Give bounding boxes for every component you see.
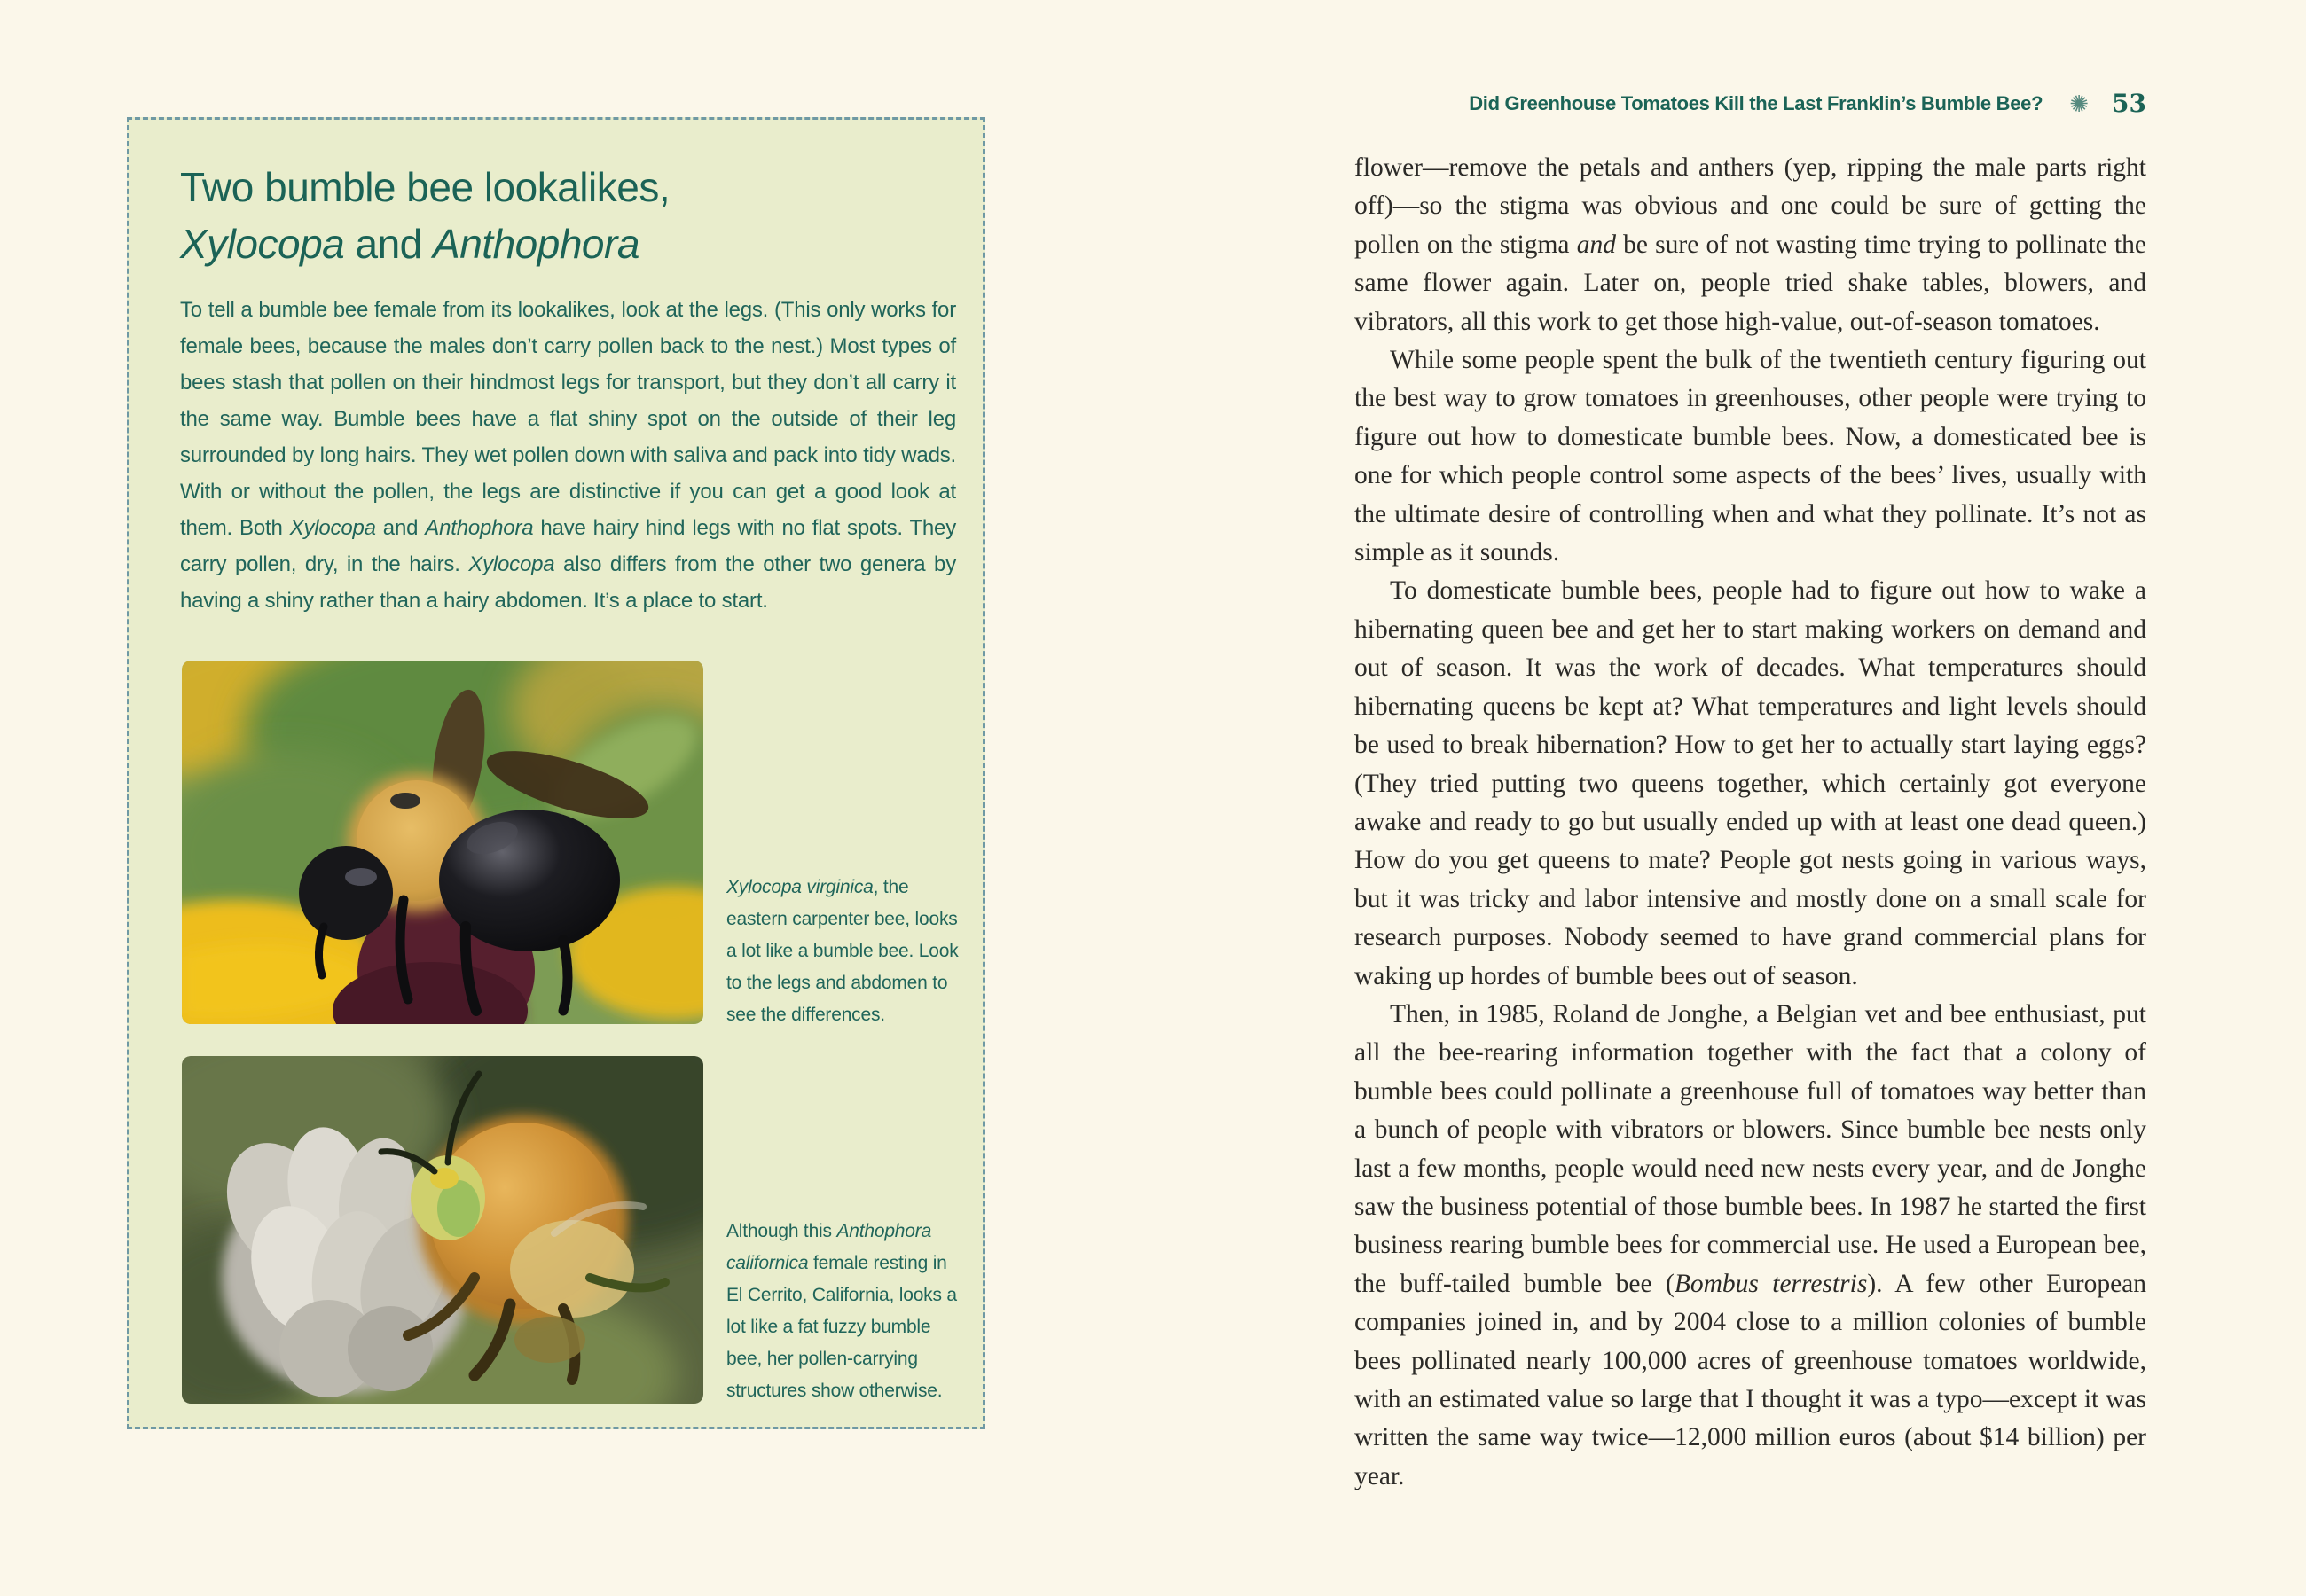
chapter-title: Did Greenhouse Tomatoes Kill the Last Franklin’s Bumble Bee? <box>1469 91 2043 114</box>
body-paragraph-3: To domesticate bumble bees, people had to figure out how to wake a hibernating queen bee and get her to start making workers on demand and out of season. It was the work of decades. What temperatures should hibernating queens be kept at? What temperatures and light levels should be used to break hibernation? How to get her to actually start laying eggs? (They tried putting two queens together, which certainly got everyone awake and ready to go but usually ended up with at least one dead queen.) How do you get queens to mate? People got nests going in various ways, but it was tricky and labor intensive and mostly done on a small scale for research purposes. Nobody seemed to have grand commercial plans for waking up hordes of bumble bees out of season. <box>1354 576 2146 990</box>
running-header <box>1354 89 2146 118</box>
body-paragraph-2: While some people spent the bulk of the twentieth century figuring out the best way to grow tomatoes in greenhouses, other people were trying to figure out how to domesticate bumble bees. Now, a domesticated bee is one for which people control some aspects of the bees’ lives, usually with the ultimate desire of controlling when and what they pollinate. It’s not as simple as it sounds. <box>1354 346 2146 567</box>
anthophora-photo <box>182 1056 703 1404</box>
xylocopa-photo-illustration <box>182 661 703 1024</box>
sidebar-title <box>180 159 943 272</box>
body-text <box>1354 149 2146 1496</box>
sidebar-paragraph: To tell a bumble bee female from its lookalikes, look at the legs. (This only works for female bees, because the males don’t carry pollen back to the nest.) Most types of bees stash that pollen on their hindmost legs for transport, but they don’t all carry it the same way. Bumble bees have a flat shiny spot on the outside of their leg surrounded by long hairs. They wet pollen down with saliva and pack into tidy wads. With or without the pollen, the legs are distinctive if you can get a good look at them. Both Xylocopa and Anthophora have hairy hind legs with no flat spots. They carry pollen, dry, in the hairs. Xylocopa also differs from the other two genera by having a shiny rather than a hairy abdomen. It’s a place to start. <box>180 298 956 613</box>
xylocopa-photo <box>182 661 703 1024</box>
sidebar-box <box>127 117 985 1429</box>
page-number: 53 <box>2112 89 2146 118</box>
sidebar-title-line1: Two bumble bee lookalikes, <box>180 164 671 210</box>
xylocopa-caption: Xylocopa virginica, the eastern carpenter bee, looks a lot like a bumble bee. Look to the legs and abdomen to see the differences. <box>726 877 959 1025</box>
anthophora-caption: Although this Anthophora californica female resting in El Cerrito, California, looks a lot like a fat fuzzy bumble bee, her pollen-carrying structures show otherwise. <box>726 1221 957 1401</box>
sidebar-title-line2: Xylocopa and Anthophora <box>180 221 639 267</box>
body-paragraph-1: flower—remove the petals and anthers (yep, ripping the male parts right off)—so the stigma was obvious and one could be sure of getting the pollen on the stigma and be sure of not wasting time trying to pollinate the same flower again. Later on, people tried shake tables, blowers, and vibrators, all this work to get those high-value, out-of-season tomatoes. <box>1354 153 2146 336</box>
body-paragraph-4: Then, in 1985, Roland de Jonghe, a Belgian vet and bee enthusiast, put all the bee-rearing information together with the fact that a colony of bumble bees could pollinate a greenhouse full of tomatoes way better than a bunch of people with vibrators or blowers. Since bumble bee nests only last a few months, people would need new nests every year, and de Jonghe saw the business potential of those bumble bees. In 1987 he started the first business rearing bumble bees for commercial use. He used a European bee, the buff-tailed bumble bee (Bombus terrestris). A few other European companies joined in, and by 2004 close to a million colonies of bumble bees pollinated nearly 100,000 acres of greenhouse tomatoes worldwide, with an estimated value so large that I thought it was a typo—except it was written the same way twice—12,000 million euros (about $14 billion) per year. <box>1354 999 2147 1490</box>
anthophora-photo-illustration <box>182 1056 703 1404</box>
asterisk-ornament-icon: ✺ <box>2069 90 2090 117</box>
